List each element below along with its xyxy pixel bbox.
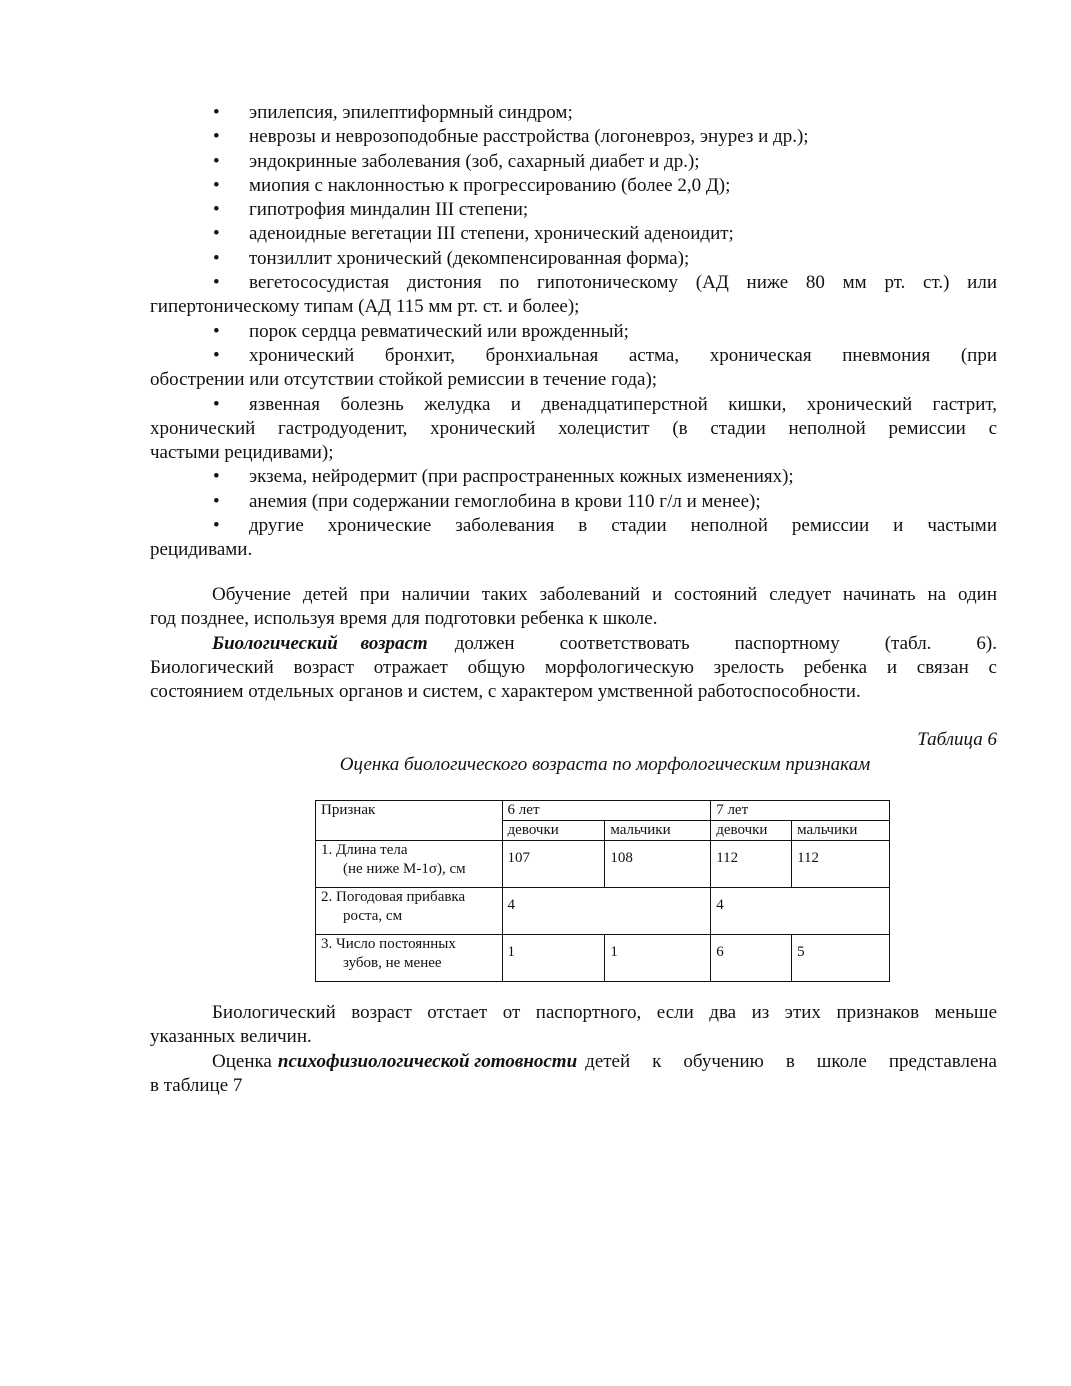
header-girls: девочки xyxy=(502,821,605,841)
list-item: • анемия (при содержании гемоглобина в крови 110 г/л и менее); xyxy=(150,490,997,514)
list-item: • экзема, нейродермит (при распространенных кожных изменениях); xyxy=(150,465,997,489)
list-item: • вегетососудистая дистония по гипотоническому (АД ниже 80 мм рт. ст.) или xyxy=(150,271,997,295)
bullet: • xyxy=(213,247,220,269)
bio-age-table xyxy=(315,800,890,982)
list-item: • хронический бронхит, бронхиальная астма, хроническая пневмония (при xyxy=(150,344,997,368)
table-row xyxy=(316,888,890,935)
bullet: • xyxy=(213,515,220,537)
paragraph-block-2: Биологический возраст отстает от паспортного, если два из этих признаков меньше указанных величин. Оценка психофизиологической готовности детей к обучению в школе представлена в таблице 7 xyxy=(150,1002,997,1096)
bullet: • xyxy=(213,344,220,366)
paragraph: Биологический возраст должен соответствовать паспортному (табл. 6). xyxy=(150,632,997,656)
list-item: • эпилепсия, эпилептиформный синдром; xyxy=(150,101,997,125)
bold-term: психофизиологической готовности xyxy=(277,1050,578,1072)
list-item: • неврозы и неврозоподобные расстройства (логоневроз, энурез и др.); xyxy=(150,125,997,149)
bullet: • xyxy=(213,272,220,294)
bullet: • xyxy=(213,466,220,488)
contraindications-list: • эпилепсия, эпилептиформный синдром; • неврозы и неврозоподобные расстройства (логоневроз, энурез и др.); • эндокринные заболевания (зоб, сахарный диабет и др.); • миопия с наклонностью к прогрессированию (более 2,0 Д); • гипотрофия миндалин III степени; • аденоидные вегетации III степени, хронический аденоидит; • тонзиллит хронический (декомпенсированная форма); • вегетососудистая дистония по гипотоническому (АД ниже 80 мм рт. ст.) или гипертоническому типам (АД 115 мм рт. ст. и более); • порок сердца ревматический или врожденный; • хронический бронхит, бронхиальная астма, хроническая пневмония (при обострении или отсутствии стойкой ремиссии в течение года); • язвенная болезнь желудка и двенадцатиперстной кишки, хронический гастрит, хронический гастродуоденит, хронический холецистит (в стадии неполной ремиссии с частыми рецидивами); • экзема, нейродермит (при распространенных кожных изменениях); • анемия (при содержании гемоглобина в крови 110 г/л и менее); • другие хронические заболевания в стадии неполной ремиссии и частыми рецидивами. xyxy=(150,102,997,561)
bold-term: Биологический возраст xyxy=(212,632,428,654)
cell: 112 xyxy=(792,841,890,888)
cell: 5 xyxy=(792,935,890,982)
table-row xyxy=(316,801,890,821)
bullet: • xyxy=(213,174,220,196)
bullet: • xyxy=(213,102,220,123)
cell: 1 xyxy=(502,935,605,982)
table-label: Таблица 6 xyxy=(917,729,997,750)
table-caption: Оценка биологического возраста по морфологическим признакам xyxy=(339,754,871,775)
bullet: • xyxy=(213,223,220,245)
bullet: • xyxy=(213,490,220,512)
list-item: • миопия с наклонностью к прогрессированию (более 2,0 Д); xyxy=(150,174,997,198)
header-girls: девочки xyxy=(711,821,792,841)
list-item: • язвенная болезнь желудка и двенадцатиперстной кишки, хронический гастрит, xyxy=(150,393,997,417)
header-boys: мальчики xyxy=(792,821,890,841)
header-boys: мальчики xyxy=(605,821,711,841)
paragraph: Оценка психофизиологической готовности детей к обучению в школе представлена xyxy=(150,1050,997,1074)
row-label: 2. Погодовая прибавка роста, см xyxy=(316,888,503,935)
bullet: • xyxy=(213,199,220,221)
paragraph-block-1: Обучение детей при наличии таких заболеваний и состояний следует начинать на один год позднее, используя время для подготовки ребенка к школе. Биологический возраст должен соответствовать паспортному (табл. 6). Биологический возраст отражает общую морфологическую зрелость ребенка и связан с состоянием отдельных органов и систем, с характером умственной работоспособности. xyxy=(150,584,997,703)
list-item: • другие хронические заболевания в стадии неполной ремиссии и частыми xyxy=(150,514,997,538)
bullet: • xyxy=(213,126,220,148)
cell: 1 xyxy=(605,935,711,982)
list-item: • гипотрофия миндалин III степени; xyxy=(150,198,997,222)
list-item: • тонзиллит хронический (декомпенсированная форма); xyxy=(150,247,997,271)
cell: 108 xyxy=(605,841,711,888)
bullet: • xyxy=(213,150,220,172)
bullet: • xyxy=(213,320,220,342)
list-item: • аденоидные вегетации III степени, хронический аденоидит; xyxy=(150,222,997,246)
list-item: • эндокринные заболевания (зоб, сахарный диабет и др.); xyxy=(150,150,997,174)
cell: 4 xyxy=(711,888,890,935)
header-age7: 7 лет xyxy=(711,801,890,821)
cell: 6 xyxy=(711,935,792,982)
paragraph: Обучение детей при наличии таких заболеваний и состояний следует начинать на один xyxy=(212,584,997,605)
cell: 112 xyxy=(711,841,792,888)
list-item: • порок сердца ревматический или врожденный; xyxy=(150,320,997,344)
cell: 4 xyxy=(502,888,711,935)
paragraph: Биологический возраст отстает от паспортного, если два из этих признаков меньше xyxy=(212,1002,997,1023)
row-label: 1. Длина тела (не ниже М-1σ), см xyxy=(316,841,503,888)
header-age6: 6 лет xyxy=(502,801,711,821)
cell: 107 xyxy=(502,841,605,888)
bullet: • xyxy=(213,393,220,415)
row-label: 3. Число постоянных зубов, не менее xyxy=(316,935,503,982)
table-row xyxy=(316,935,890,982)
table-row xyxy=(316,841,890,888)
header-sign: Признак xyxy=(316,801,503,841)
